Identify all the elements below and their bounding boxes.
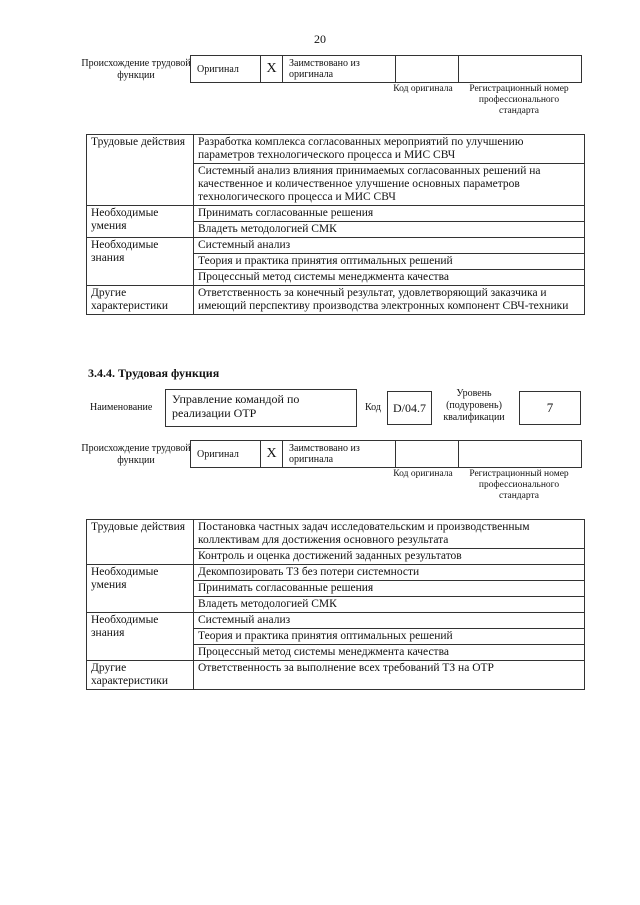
code-caption-2: Код оригинала xyxy=(393,469,453,479)
row-value: Ответственность за выполнение всех требований ТЗ на ОТР xyxy=(194,661,585,690)
original-mark: X xyxy=(261,56,283,82)
labor-table-1 xyxy=(86,134,585,315)
row-value: Процессный метод системы менеджмента качества xyxy=(194,270,585,286)
table-row xyxy=(87,520,585,549)
table-row xyxy=(87,206,585,222)
level-label: Уровень (подуровень) квалификации xyxy=(443,388,505,423)
code-label: Код xyxy=(365,402,381,413)
table-row xyxy=(87,661,585,690)
original-cell-2: Оригинал xyxy=(191,441,261,467)
table-row xyxy=(87,135,585,164)
reg-number-cell-2 xyxy=(459,441,581,467)
row-label: Трудовые действия xyxy=(87,135,194,206)
page-number: 20 xyxy=(314,32,326,46)
row-value: Принимать согласованные решения xyxy=(194,581,585,597)
original-mark-2: X xyxy=(261,441,283,467)
origin-label-2: Происхождение трудовой функции xyxy=(81,443,191,466)
name-value-box: Управление командой по реализации ОТР xyxy=(165,389,357,427)
row-value: Владеть методологией СМК xyxy=(194,222,585,238)
row-value: Системный анализ xyxy=(194,613,585,629)
original-code-cell-2 xyxy=(396,441,459,467)
row-value: Разработка комплекса согласованных мероприятий по улучшению параметров технологического процесса и МИС СВЧ xyxy=(194,135,585,164)
row-label: Необходимые знания xyxy=(87,238,194,286)
code-caption: Код оригинала xyxy=(393,84,453,94)
original-cell: Оригинал xyxy=(191,56,261,82)
reg-caption: Регистрационный номер профессионального стандарта xyxy=(469,84,569,116)
reg-number-cell xyxy=(459,56,581,82)
borrowed-cell: Заимствовано из оригинала xyxy=(283,56,396,82)
reg-caption-2: Регистрационный номер профессионального стандарта xyxy=(469,469,569,501)
row-value: Теория и практика принятия оптимальных решений xyxy=(194,629,585,645)
row-value: Контроль и оценка достижений заданных результатов xyxy=(194,549,585,565)
row-value: Принимать согласованные решения xyxy=(194,206,585,222)
row-value: Процессный метод системы менеджмента качества xyxy=(194,645,585,661)
row-value: Постановка частных задач исследовательским и производственным коллективам для достижения основного результата xyxy=(194,520,585,549)
table-row xyxy=(87,238,585,254)
name-label: Наименование xyxy=(90,402,153,413)
row-value: Системный анализ влияния принимаемых согласованных решений на качественное и количественное улучшение основных параметров технологического процесса и МИС СВЧ xyxy=(194,164,585,206)
row-label: Трудовые действия xyxy=(87,520,194,565)
origin-row xyxy=(190,55,582,83)
row-label: Необходимые умения xyxy=(87,206,194,238)
code-value-box: D/04.7 xyxy=(387,391,432,425)
level-value-box: 7 xyxy=(519,391,581,425)
borrowed-cell-2: Заимствовано из оригинала xyxy=(283,441,396,467)
row-label: Необходимые умения xyxy=(87,565,194,613)
row-value: Теория и практика принятия оптимальных решений xyxy=(194,254,585,270)
labor-table-2 xyxy=(86,519,585,690)
section-title: 3.4.4. Трудовая функция xyxy=(88,366,220,380)
row-label: Другие характеристики xyxy=(87,286,194,315)
table-row xyxy=(87,286,585,315)
original-code-cell xyxy=(396,56,459,82)
table-row xyxy=(87,613,585,629)
row-value: Ответственность за конечный результат, удовлетворяющий заказчика и имеющий перспективу производства электронных компонент СВЧ-техники xyxy=(194,286,585,315)
table-row xyxy=(87,565,585,581)
origin-label: Происхождение трудовой функции xyxy=(81,58,191,81)
row-value: Декомпозировать ТЗ без потери системности xyxy=(194,565,585,581)
origin-row-2 xyxy=(190,440,582,468)
row-label: Необходимые знания xyxy=(87,613,194,661)
row-value: Системный анализ xyxy=(194,238,585,254)
row-value: Владеть методологией СМК xyxy=(194,597,585,613)
row-label: Другие характеристики xyxy=(87,661,194,690)
